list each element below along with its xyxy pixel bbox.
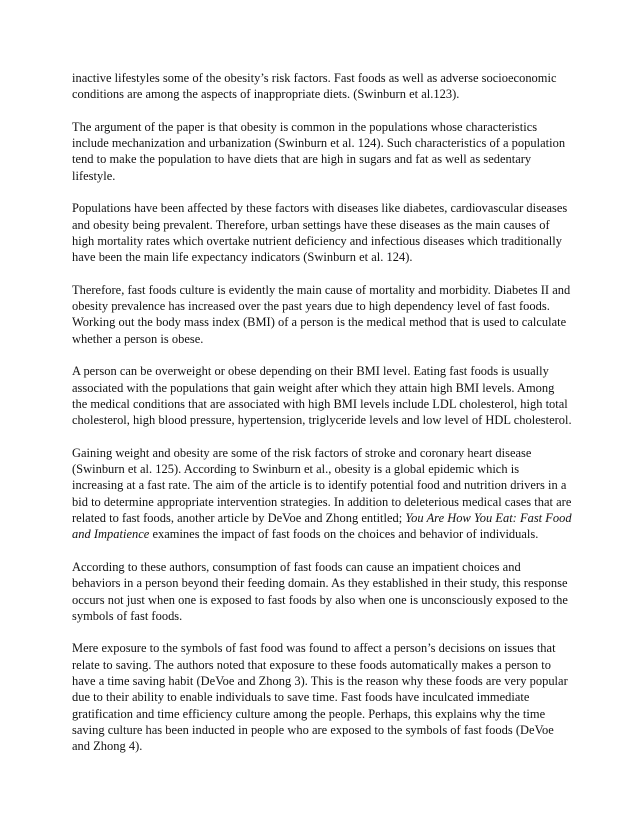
article-title-italic: You Are How You Eat: Fast Food and Impatience <box>72 511 572 542</box>
paragraph-6-text-before: Gaining weight and obesity are some of the risk factors of stroke and coronary heart disease (Swinburn et al. 125). According to Swinburn et al., obesity is a global epidemic which is increasing at a fast rate. The aim of the article is to identify potential food and nutrition drivers in a bid to determine appropriate intervention strategies. In addition to deleterious medical cases that are related to fast foods, another article by DeVoe and Zhong entitled; <box>72 445 572 526</box>
document-page <box>72 70 572 754</box>
paragraph-8: Mere exposure to the symbols of fast food was found to affect a person’s decisions on issues that relate to saving. The authors noted that exposure to these foods automatically makes a person to have a time saving habit (DeVoe and Zhong 3). This is the reason why these foods are very popular due to their ability to enable individuals to save time. Fast foods have inculcated immediate gratification and time efficiency culture among the people. Perhaps, this explains why the time saving culture has been inducted in people who are exposed to the symbols of fast foods (DeVoe and Zhong 4). <box>72 641 568 754</box>
paragraph-7: According to these authors, consumption of fast foods can cause an impatient choices and behaviors in a person beyond their feeding domain. As they established in their study, this response occurs not just when one is exposed to fast foods by also when one is unconsciously exposed to the symbols of fast foods. <box>72 559 568 623</box>
paragraph-3: Populations have been affected by these factors with diseases like diabetes, cardiovascular diseases and obesity being prevalent. Therefore, urban settings have these diseases as the main causes of high mortality rates which overtake nutrient deficiency and infectious diseases which traditionally have been the main life expectancy indicators (Swinburn et al. 124). <box>72 201 568 265</box>
paragraph-6-text-after: examines the impact of fast foods on the choices and behavior of individuals. <box>149 527 539 542</box>
paragraph-5: A person can be overweight or obese depending on their BMI level. Eating fast foods is usually associated with the populations that gain weight after which they attain high BMI levels. Among the medical conditions that are associated with high BMI levels include LDL cholesterol, high total cholesterol, high blood pressure, hypertension, triglyceride levels and low level of HDL cholesterol. <box>72 364 572 428</box>
paragraph-6 <box>72 445 572 543</box>
paragraph-4: Therefore, fast foods culture is evidently the main cause of mortality and morbidity. Diabetes II and obesity prevalence has increased over the past years due to high dependency level of fast foods. Working out the body mass index (BMI) of a person is the medical method that is used to calculate whether a person is obese. <box>72 282 571 346</box>
paragraph-1: inactive lifestyles some of the obesity’s risk factors. Fast foods as well as adverse socioeconomic conditions are among the aspects of inappropriate diets. (Swinburn et al.123). <box>72 71 557 102</box>
paragraph-2: The argument of the paper is that obesity is common in the populations whose characteristics include mechanization and urbanization (Swinburn et al. 124). Such characteristics of a population tend to make the population to have diets that are high in sugars and fat as well as sedentary lifestyle. <box>72 119 566 183</box>
